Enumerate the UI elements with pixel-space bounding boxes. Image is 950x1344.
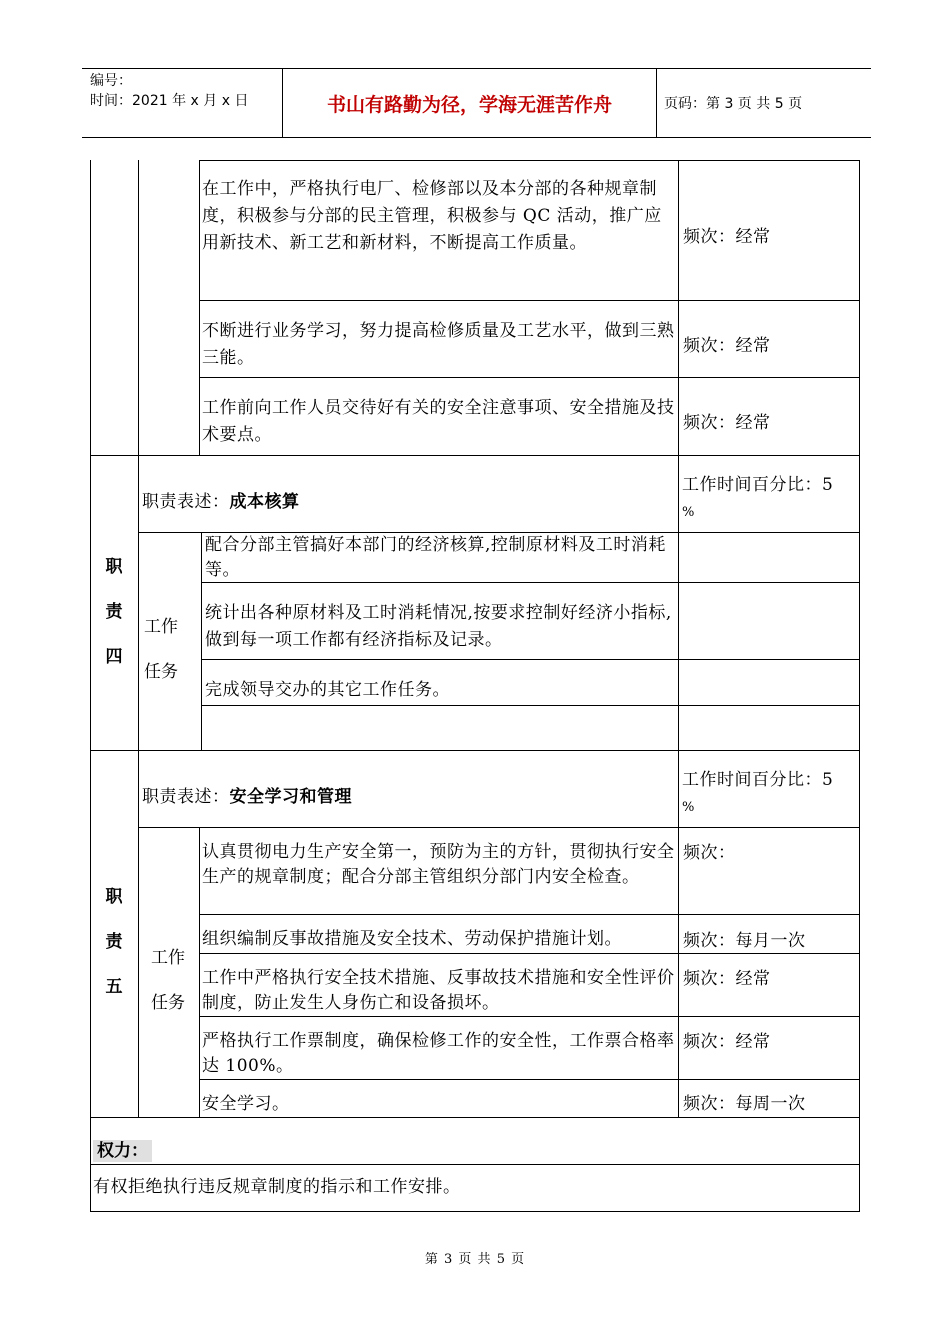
top-task-freq: 频次：经常 (683, 336, 771, 356)
duty5-task-freq: 频次：经常 (683, 969, 771, 989)
duty5-task-text: 工作中严格执行安全技术措施、反事故技术措施和安全性评价制度，防止发生人身伤亡和设备损坏。 (202, 968, 675, 1013)
top-task-text: 在工作中，严格执行电厂、检修部以及本分部的各种规章制度，积极参与分部的民主管理，积极参与 QC 活动，推广应用新技术、新工艺和新材料，不断提高工作质量。 (202, 179, 662, 253)
duty5-task-label: 工作 任务 (151, 948, 185, 1013)
duty4-task-text: 配合分部主管搞好本部门的经济核算,控制原材料及工时消耗等。 (205, 535, 666, 580)
duty5-section-label: 职 责 五 (105, 887, 123, 997)
duty5-task-freq: 频次：每月一次 (683, 931, 806, 951)
header-page-info: 页码：第 3 页 共 5 页 (664, 96, 803, 112)
doc-number-label: 编号： (90, 73, 132, 89)
duty4-description (142, 489, 300, 516)
page-footer: 第 3 页 共 5 页 (424, 1252, 526, 1267)
doc-time-label: 时间：2021 年 x 月 x 日 (90, 93, 249, 109)
power-label: 权力： (93, 1140, 152, 1162)
duty5-time-percent: 工作时间百分比：5 % (682, 770, 834, 815)
duty5-task-text: 组织编制反事故措施及安全技术、劳动保护措施计划。 (202, 929, 622, 949)
duty4-task-text: 完成领导交办的其它工作任务。 (205, 680, 450, 700)
duty4-desc-label: 职责表述： (142, 492, 230, 512)
duty5-task-text: 认真贯彻电力生产安全第一，预防为主的方针，贯彻执行安全生产的规章制度；配合分部主管组织分部门内安全检查。 (202, 842, 675, 887)
power-text: 有权拒绝执行违反规章制度的指示和工作安排。 (93, 1177, 461, 1197)
duty4-task-label: 工作 任务 (144, 617, 178, 682)
header-meta (90, 71, 280, 111)
duty4-task-text: 统计出各种原材料及工时消耗情况,按要求控制好经济小指标,做到每一项工作都有经济指标及记录。 (205, 603, 672, 650)
header-motto: 书山有路勤为径，学海无涯苦作舟 (282, 69, 657, 137)
duty5-task-freq: 频次：每周一次 (683, 1094, 806, 1114)
duty5-desc-title: 安全学习和管理 (229, 787, 352, 807)
duty4-section-label: 职 责 四 (105, 557, 123, 667)
duty5-desc-label: 职责表述： (142, 787, 230, 807)
top-task-text: 不断进行业务学习，努力提高检修质量及工艺水平，做到三熟三能。 (202, 321, 675, 368)
duty4-time-percent: 工作时间百分比：5 % (682, 475, 834, 520)
top-task-freq: 频次：经常 (683, 227, 771, 247)
duty5-description (142, 784, 352, 811)
duty5-task-freq: 频次：经常 (683, 1032, 771, 1052)
top-task-text: 工作前向工作人员交待好有关的安全注意事项、安全措施及技术要点。 (202, 398, 675, 445)
duty4-desc-title: 成本核算 (229, 492, 300, 512)
top-task-freq: 频次：经常 (683, 413, 771, 433)
duty5-task-text: 安全学习。 (202, 1094, 290, 1114)
duty5-task-text: 严格执行工作票制度，确保检修工作的安全性，工作票合格率达 100%。 (202, 1031, 675, 1076)
page-header (82, 68, 871, 138)
duty5-task-freq: 频次： (683, 843, 736, 863)
